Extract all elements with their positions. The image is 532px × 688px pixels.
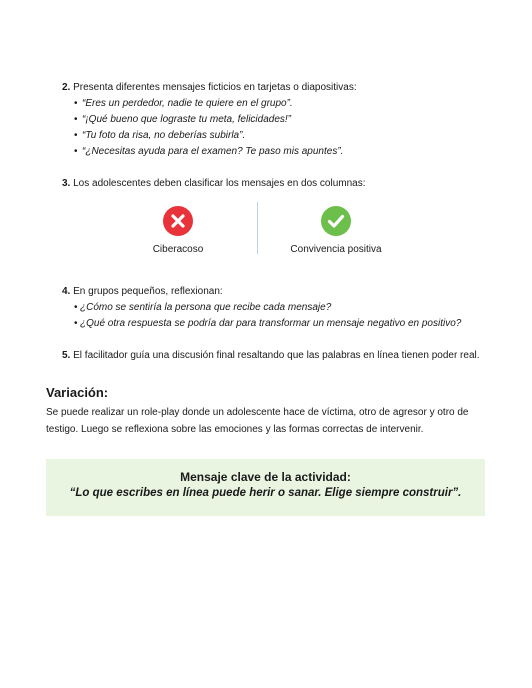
reflection-list <box>74 300 502 332</box>
list-item: • “¿Necesitas ayuda para el examen? Te paso mis apuntes”. <box>74 144 502 160</box>
list-item: • “Eres un perdedor, nadie te quiere en el grupo”. <box>74 96 502 112</box>
step-text: El facilitador guía una discusión final resaltando que las palabras en línea tienen poder real. <box>73 350 480 361</box>
activity-steps <box>62 80 502 380</box>
step-number: 3. <box>62 178 71 189</box>
list-item: • “Tu foto da risa, no deberías subirla”. <box>74 128 502 144</box>
column-ciberacoso <box>118 206 238 258</box>
key-message-box <box>46 459 485 516</box>
classification-columns <box>62 206 502 268</box>
column-divider <box>257 202 258 254</box>
step-number: 2. <box>62 82 71 93</box>
variation-section <box>46 385 494 438</box>
step-text: Los adolescentes deben clasificar los mensajes en dos columnas: <box>73 178 366 189</box>
list-item: • ¿Qué otra respuesta se podría dar para transformar un mensaje negativo en positivo? <box>74 316 502 332</box>
x-circle-icon <box>163 206 193 236</box>
step-5 <box>62 348 502 364</box>
key-message-title: Mensaje clave de la actividad: <box>180 470 351 484</box>
step-number: 5. <box>62 350 71 361</box>
step-text: En grupos pequeños, reflexionan: <box>73 286 223 297</box>
list-item: • ¿Cómo se sentiría la persona que recibe cada mensaje? <box>74 300 502 316</box>
step-4 <box>62 284 502 332</box>
list-item: • “¡Qué bueno que lograste tu meta, felicidades!” <box>74 112 502 128</box>
variation-title: Variación: <box>46 385 109 400</box>
step-3 <box>62 176 502 268</box>
column-convivencia <box>276 206 396 258</box>
column-label: Convivencia positiva <box>290 244 382 255</box>
step-number: 4. <box>62 286 71 297</box>
variation-text: Se puede realizar un role-play donde un adolescente hace de víctima, otro de agresor y otro de testigo. Luego se reflexiona sobre las emociones y las formas correctas de intervenir. <box>46 407 469 435</box>
key-message-quote: “Lo que escribes en línea puede herir o sanar. Elige siempre construir”. <box>69 487 462 499</box>
check-circle-icon <box>321 206 351 236</box>
step-text: Presenta diferentes mensajes ficticios en tarjetas o diapositivas: <box>73 82 357 93</box>
message-list <box>74 96 502 160</box>
step-2 <box>62 80 502 160</box>
column-label: Ciberacoso <box>152 244 204 255</box>
